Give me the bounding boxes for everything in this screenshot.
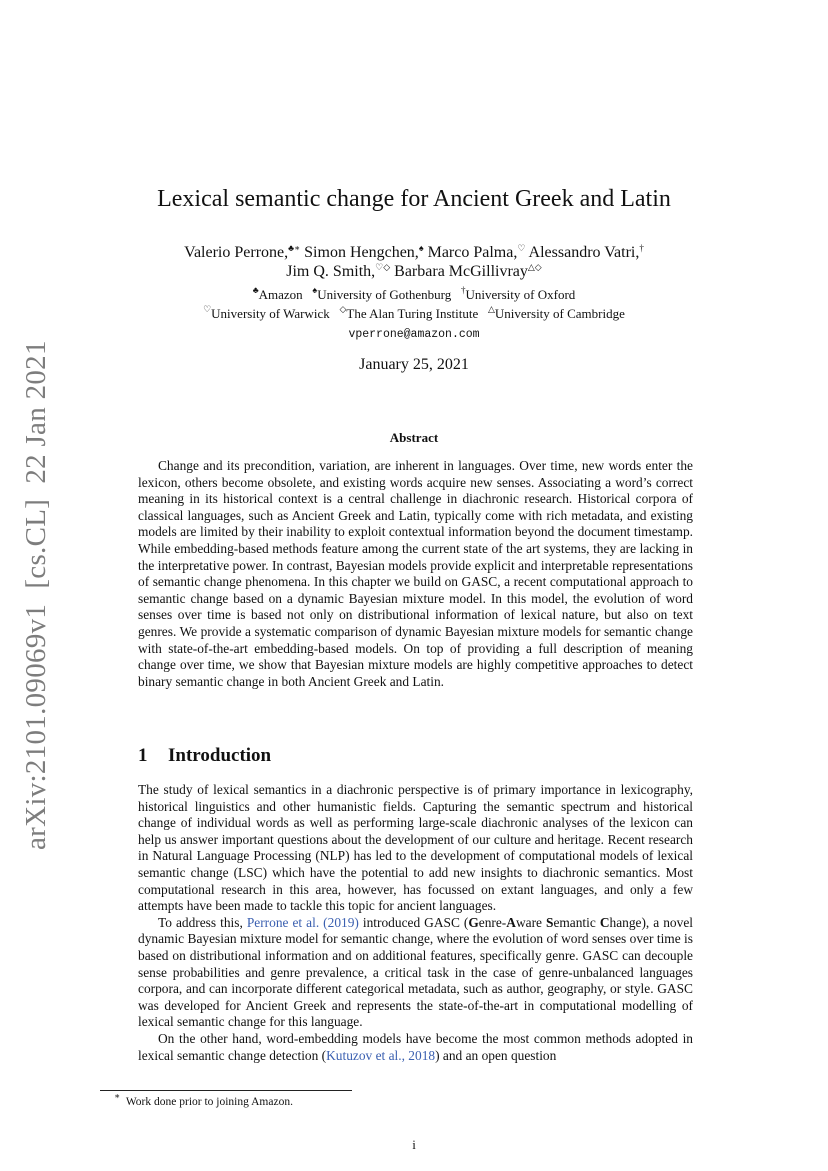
- text-run: ) and an open question: [435, 1047, 557, 1063]
- text-run: ware: [515, 914, 546, 930]
- text-run: hange), a novel dynamic Bayesian mixture model for semantic change, where the evolution of word senses over time is based on distributional information and on additional features, specifically genre. GASC can decouple sense probabilities and genre prevalence, a critical task in the case of genre-unbalanced languages corpora, and can incorporate different categorical metadata, such as author, geography, or style. GASC was developed for Ancient Greek and represents the state-of-the-art in computational modelling of lexical semantic change for this language.: [138, 914, 693, 1030]
- author-line-2: [0, 263, 828, 281]
- acronym-letter: A: [506, 914, 516, 930]
- author-name: Simon Hengchen,: [304, 244, 419, 261]
- section-number: 1: [138, 745, 148, 766]
- affiliation-name: University of Warwick: [211, 306, 330, 321]
- affiliation-name: Amazon: [258, 287, 303, 302]
- affiliation-name: University of Oxford: [465, 287, 576, 302]
- introduction-text: [138, 782, 693, 1064]
- affiliation-mark: ♡: [203, 304, 212, 314]
- contact-email[interactable]: vperrone@amazon.com: [348, 328, 480, 341]
- text-run: On the other hand, word-embedding models have become the most common methods adopted in lexical semantic change detection (: [138, 1030, 693, 1063]
- affiliation-mark: ♠: [312, 285, 318, 295]
- affiliation-mark: △: [487, 304, 495, 314]
- author-name: Barbara McGillivray: [394, 263, 528, 280]
- paragraph: [138, 915, 693, 1031]
- affiliation-mark: †: [461, 285, 466, 295]
- author-name: Jim Q. Smith,: [286, 263, 376, 280]
- author-mark: △◇: [527, 262, 542, 272]
- paragraph: [138, 1031, 693, 1064]
- acronym-letter: C: [599, 914, 610, 930]
- author-mark: ♡: [517, 243, 526, 253]
- author-mark: ♣∗: [288, 243, 301, 253]
- citation-link[interactable]: Kutuzov et al., 2018: [326, 1047, 436, 1063]
- affiliation-name: The Alan Turing Institute: [346, 306, 479, 321]
- abstract-body: Change and its precondition, variation, are inherent in languages. Over time, new words enter the lexicon, others become obsolete, and existing words acquire new senses. Associating a word’s correct meaning in its historical context is a central challenge in diachronic research. Historical corpora of classical languages, such as Ancient Greek and Latin, typically come with rich metadata, and existing models are limited by their inability to exploit contextual information beyond the document timestamp. While embedding-based methods feature among the current state of the art systems, they are lacking in the interpretative power. In contrast, Bayesian models provide explicit and interpretable representations of semantic change phenomena. In this chapter we build on GASC, a recent computational approach to semantic change based on a dynamic Bayesian mixture model. In this model, the evolution of word senses over time is based not only on distributional information of lexical nature, but also on text genres. We provide a systematic comparison of dynamic Bayesian mixture models for semantic change with state-of-the-art embedding-based models. On top of providing a full description of meaning change over time, we show that Bayesian mixture models are highly competitive approaches to detect binary semantic change in both Ancient Greek and Latin.: [138, 458, 693, 689]
- affiliation-mark: ◇: [339, 304, 347, 314]
- abstract-heading: Abstract: [389, 430, 439, 445]
- section-heading: [138, 745, 271, 767]
- footnote-text: Work done prior to joining Amazon.: [125, 1096, 293, 1108]
- paper-title: Lexical semantic change for Ancient Greek and Latin: [157, 186, 671, 212]
- arxiv-stamp: arXiv:2101.09069v1 [cs.CL] 22 Jan 2021: [20, 340, 52, 850]
- author-name: Alessandro Vatri,: [528, 244, 640, 261]
- footnote-mark: ∗: [114, 1091, 121, 1101]
- text-run: enre-: [478, 914, 507, 930]
- paragraph: The study of lexical semantics in a diachronic perspective is of primary importance in lexicography, historical linguistics and other humanistic fields. Capturing the semantic spectrum and historical change of individual words as well as performing large-scale diachronic analyses of the lexicon can help us answer important questions about the development of our culture and heritage. Recent research in Natural Language Processing (NLP) has led to the development of computational models of lexical semantic change (LSC) which have the potential to add new insights to diachronic semantics. Most computational research in this area, however, has focussed on extant languages, and only a few attempts have been made to tackle this topic for ancient languages.: [138, 782, 693, 914]
- text-run: introduced GASC (: [358, 914, 469, 930]
- acronym-letter: S: [545, 914, 554, 930]
- page-number: i: [412, 1137, 416, 1152]
- footnote: [114, 1091, 293, 1108]
- affiliation-line-1: [0, 287, 828, 303]
- affiliation-name: University of Cambridge: [494, 306, 625, 321]
- affiliation-name: University of Gothenburg: [317, 287, 452, 302]
- author-mark: ♠: [418, 243, 424, 253]
- affiliation-line-2: [0, 306, 828, 322]
- text-run: emantic: [553, 914, 600, 930]
- acronym-letter: G: [468, 914, 479, 930]
- affiliation-mark: ♣: [252, 285, 259, 295]
- citation-link[interactable]: Perrone et al. (2019): [246, 914, 359, 930]
- author-name: Valerio Perrone,: [184, 244, 289, 261]
- author-mark: †: [639, 243, 644, 253]
- author-line-1: [0, 244, 828, 262]
- paper-date: January 25, 2021: [359, 356, 469, 373]
- footnote-rule: [100, 1090, 352, 1091]
- author-name: Marco Palma,: [427, 244, 518, 261]
- section-title: Introduction: [168, 745, 272, 766]
- text-run: To address this,: [158, 914, 247, 930]
- author-mark: ♡◇: [375, 262, 391, 272]
